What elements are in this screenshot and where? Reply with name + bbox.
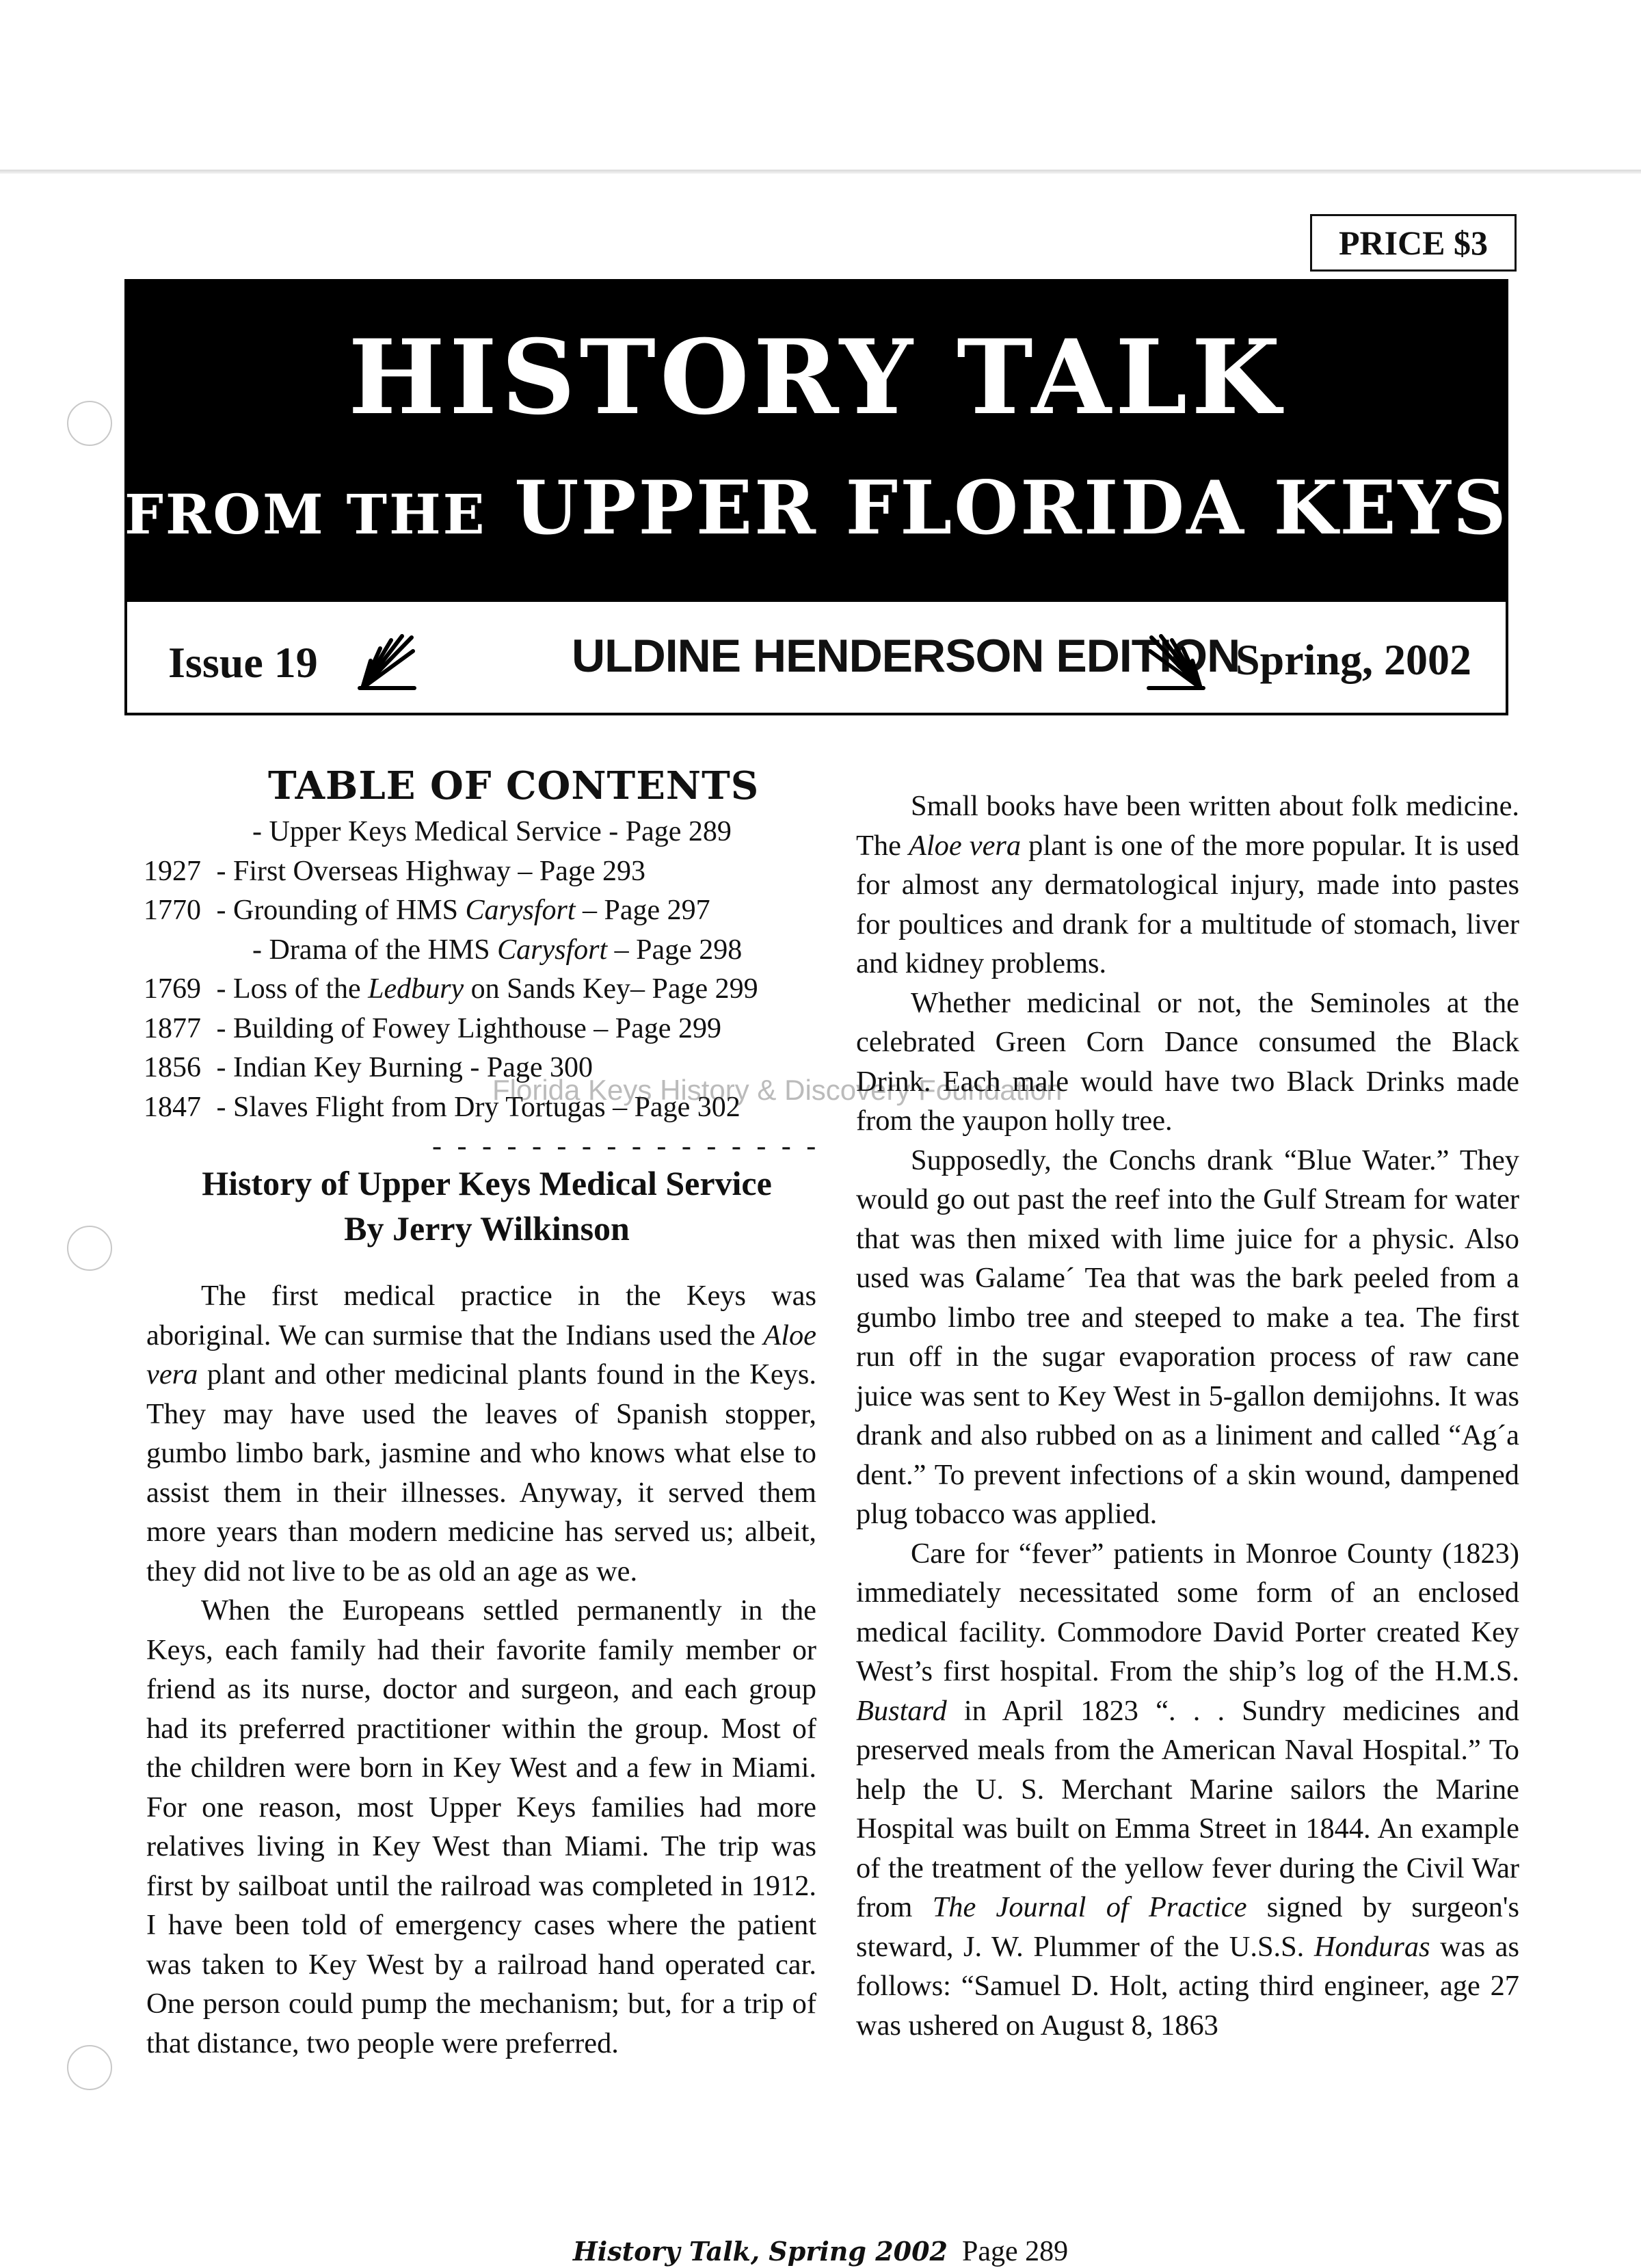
page-footer [0,2235,1641,2268]
toc-item [144,970,827,1010]
toc-item [144,813,827,852]
toc-item-page: – Page 297 [575,895,710,926]
edition-title: ULDINE HENDERSON EDITION [572,630,1240,682]
toc-item-text: - Slaves Flight from Dry Tortugas – Page 302 [216,1091,741,1123]
toc-item-year: 1877 [144,1012,201,1044]
toc-item-year: 1770 [144,895,201,926]
masthead-subtitle-main: UPPER FLORIDA KEYS [514,465,1508,551]
paragraph: When the Europeans settled permanently in the Keys, each family had their favorite family member or friend as its nurse, doctor and surgeon, and each group had its preferred practitioner within the group. Most of the children were born in Key West and a few in Miami. For one reason, most Upper Keys families had more relatives living in Key West than Miami. The trip was first by sailboat until the railroad was completed in 1912. I have been told of emergency cases where the patient was taken to Key West by a railroad hand operated car. One person could pump the mechanism; but, for a trip of that distance, two people were preferred. [146,1594,816,2059]
masthead-title: HISTORY TALK [348,317,1285,438]
paragraph: Supposedly, the Conchs drank “Blue Water.” They would go out past the reef into the Gulf Stream for water that was then mixed with lime juice for a physic. Also used was Galame´ Tea that was the bark peeled from a gumbo limbo tree and steeped to make a tea. The first run off in the sugar evaporation process of raw cane juice was sent to Key West in 5-gallon demijohns. It was drank and also rubbed on as a liniment and called “Ag´a dent.” To prevent infections of a skin wound, dampened plug tobacco was applied. [856,1144,1519,1530]
toc-item-ship-name: Ledbury [368,973,464,1005]
toc-item-ship-name: Carysfort [497,934,608,966]
article-byline: By Jerry Wilkinson [344,1209,630,1248]
issue-season: Spring, 2002 [1236,635,1471,684]
paragraph: Small books have been written about folk medicine. The Aloe vera plant is one of the more popular. It is used for almost any dermatological injury, made into pastes for poultices and drank for a multitude of stomach, liver and kidney problems. [856,790,1519,979]
masthead-subtitle-prefix: FROM THE [124,482,487,546]
masthead-subtitle [124,465,1508,551]
paragraph: Care for “fever” patients in Monroe County (1823) immediately necessitated some form of an enclosed medical facility. Commodore David Porter created Key West’s first hospital. From the ship’s log of the H.M.S. Bustard in April 1823 “. . . Sundry medicines and preserved meals from the American Naval Hospital.” To help the U. S. Merchant Marine sailors the Marine Hospital was built on Emma Street in 1844. An example of the treatment of the yellow fever during the Civil War from The Journal of Practice signed by surgeon's steward, J. W. Plummer of the U.S.S. Honduras was as follows: “Samuel D. Holt, acting third engineer, age 27 was ushered on August 8, 1863 [856,1537,1520,2042]
toc-item-text: - Grounding of HMS [216,895,466,926]
toc-item-text: - Loss of the [216,973,369,1005]
toc-item-page: – Page 298 [607,934,743,966]
article-title: History of Upper Keys Medical Service [202,1164,772,1202]
toc-item-text: - Indian Key Burning - Page 300 [216,1052,593,1083]
palm-fan-icon-right [1145,631,1210,692]
toc-item-year: 1927 [144,855,201,887]
watermark: Florida Keys History & Discovery Foundation [492,1074,1063,1106]
article-column-right [856,787,1519,2045]
toc-item-text: - Building of Fowey Lighthouse – Page 299 [216,1012,721,1044]
issue-bar [124,602,1508,715]
scan-background [0,0,1641,179]
toc-item [144,852,827,892]
toc-item-year: 1856 [144,1052,201,1083]
paragraph: The first medical practice in the Keys was aboriginal. We can surmise that the Indians used the Aloe vera plant and other medicinal plants found in the Keys. They may have used the leaves of Spanish stopper, gumbo limbo bark, jasmine and who knows what else to assist them in their illnesses. Anyway, it served them more years than modern medicine has served us; albeit, they did not live to be as old an age as we. [146,1280,816,1587]
price-box: PRICE $3 [1310,214,1517,272]
issue-number: Issue 19 [168,638,318,687]
toc-item [144,931,827,971]
punch-hole-top [67,401,112,446]
toc-item-text: - Drama of the HMS [252,934,498,966]
article-column-left [146,1276,816,2063]
toc-item-text: - Upper Keys Medical Service - Page 289 [252,816,732,847]
toc-item-year: 1847 [144,1091,201,1123]
toc-separator: - - - - - - - - - - - - - - - - [432,1131,820,1162]
toc-item-year: 1769 [144,973,201,1005]
footer-page-number: Page 289 [961,2236,1069,2267]
masthead-banner [124,279,1508,602]
toc-item-ship-name: Carysfort [465,895,576,926]
footer-publication: History Talk, Spring 2002 [572,2236,948,2267]
paragraph: Whether medicinal or not, the Seminoles at the celebrated Green Corn Dance consumed the Black Drink. Each male would have two Black Drinks made from the yaupon holly tree. [856,986,1519,1137]
toc-item-page: on Sands Key– Page 299 [464,973,758,1005]
toc-item-text: - First Overseas Highway – Page 293 [216,855,646,887]
punch-hole-middle [67,1226,112,1271]
punch-hole-bottom [67,2045,112,2090]
toc-item [144,891,827,931]
palm-fan-icon [353,631,418,692]
toc-title: TABLE OF CONTENTS [268,763,760,808]
toc-item [144,1010,827,1049]
